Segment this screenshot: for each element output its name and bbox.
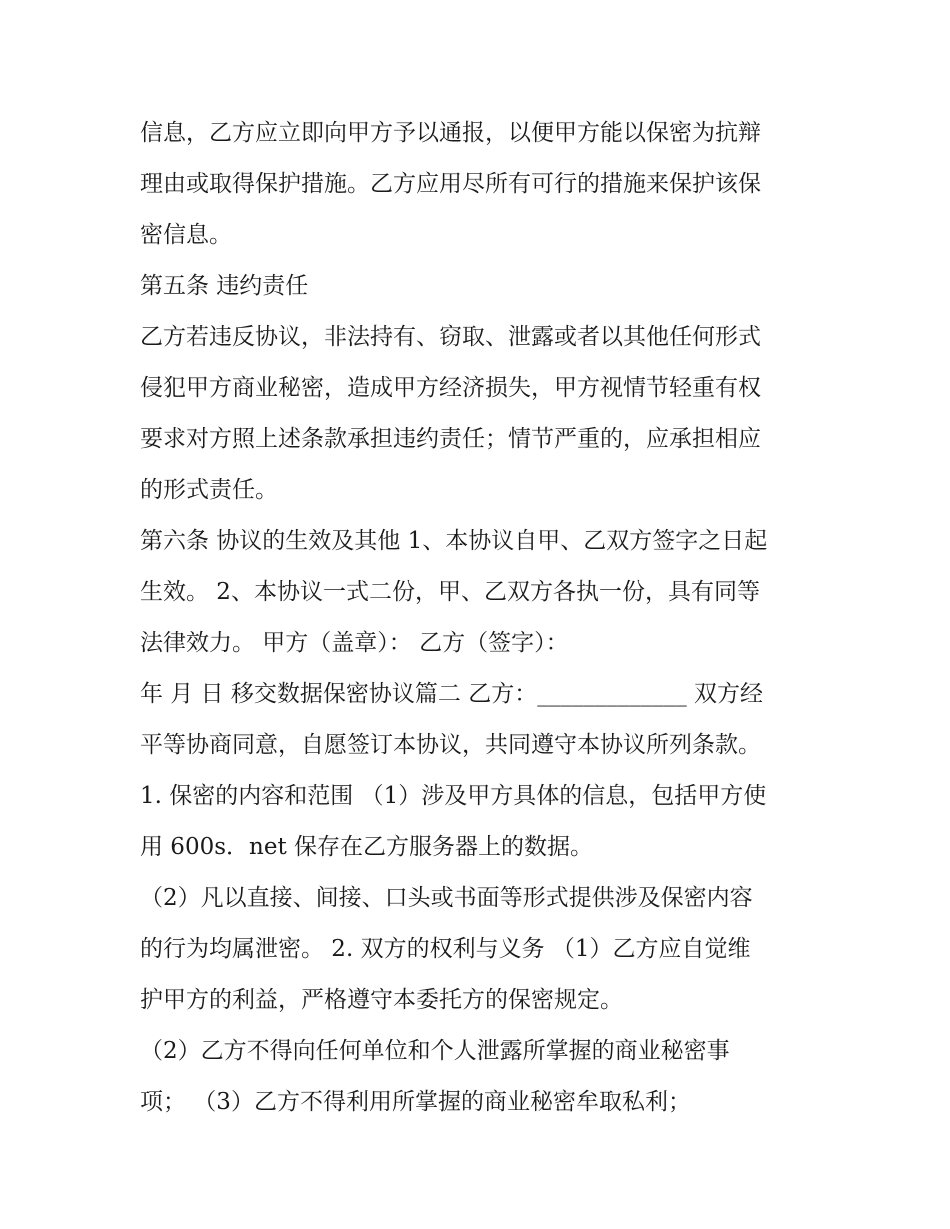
document-body	[140, 108, 840, 1128]
text-line: （2）凡以直接、间接、口头或书面等形式提供涉及保密内容	[140, 885, 753, 911]
text-line: 侵犯甲方商业秘密，造成甲方经济损失，甲方视情节轻重有权	[140, 375, 761, 401]
text-line: 的形式责任。	[140, 477, 278, 503]
text-line: 项； （3）乙方不得利用所掌握的商业秘密牟取私利；	[140, 1089, 691, 1115]
text-line: 要求对方照上述条款承担违约责任；情节严重的，应承担相应	[140, 426, 761, 452]
text-line: 生效。 2、本协议一式二份，甲、乙双方各执一份，具有同等	[140, 579, 760, 605]
text-line: 护甲方的利益，严格遵守本委托方的保密规定。	[140, 987, 623, 1013]
text-line: 信息，乙方应立即向甲方予以通报，以便甲方能以保密为抗辩	[140, 120, 761, 146]
text-line: 理由或取得保护措施。乙方应用尽所有可行的措施来保护该保	[140, 171, 761, 197]
signature-line: 法律效力。 甲方（盖章）： 乙方（签字）：	[140, 630, 569, 656]
section-heading-article-5: 第五条 违约责任	[140, 273, 309, 299]
text-line: 的行为均属泄密。 2. 双方的权利与义务 （1）乙方应自觉维	[140, 936, 751, 962]
text-line: 用 600s．net 保存在乙方服务器上的数据。	[140, 834, 593, 860]
text-line: （2）乙方不得向任何单位和个人泄露所掌握的商业秘密事	[140, 1038, 730, 1064]
text-line: 1. 保密的内容和范围 （1）涉及甲方具体的信息，包括甲方使	[140, 783, 767, 809]
text-line: 平等协商同意，自愿签订本协议，共同遵守本协议所列条款。	[140, 732, 761, 758]
text-line: 年 月 日 移交数据保密协议篇二 乙方：_____________ 双方经	[140, 681, 764, 707]
text-line: 乙方若违反协议，非法持有、窃取、泄露或者以其他任何形式	[140, 324, 761, 350]
section-heading-article-6: 第六条 协议的生效及其他 1、本协议自甲、乙双方签字之日起	[140, 528, 768, 554]
text-line: 密信息。	[140, 222, 232, 248]
